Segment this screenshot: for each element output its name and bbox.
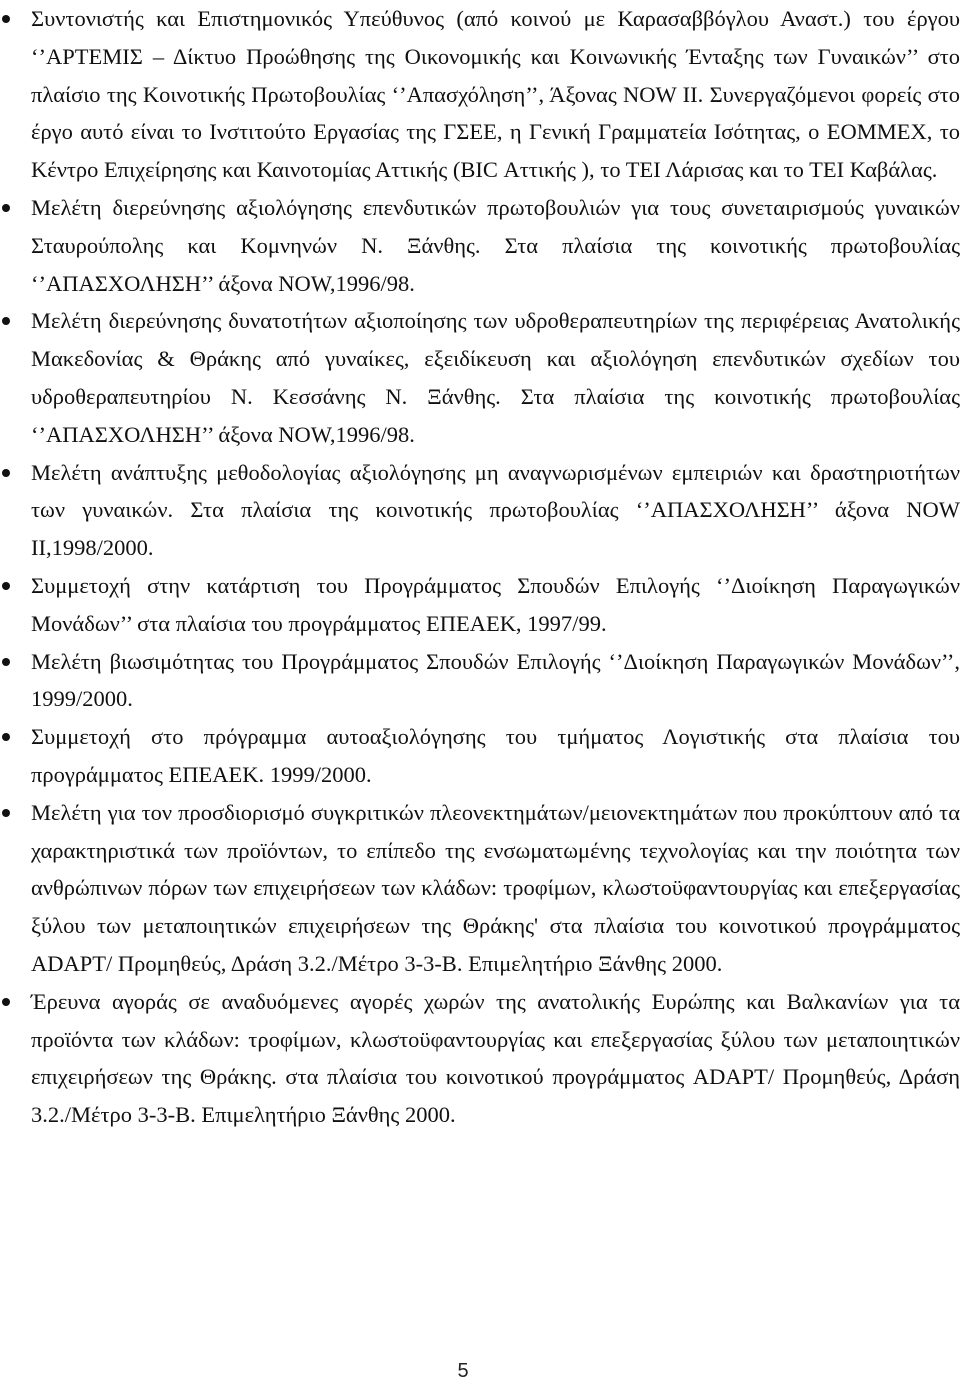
bullet-icon — [2, 317, 10, 325]
list-item — [0, 454, 960, 567]
list-item-text: Μελέτη διερεύνησης δυνατοτήτων αξιοποίησης των υδροθεραπευτηρίων της περιφέρειας Ανατολικής Μακεδονίας & Θράκης από γυναίκες, εξειδίκευση και αξιολόγηση επενδυτικών σχεδίων του υδροθεραπευτηρίου Ν. Κεσσάνης Ν. Ξάνθης. Στα πλαίσια της κοινοτικής πρωτοβουλίας ‘’ΑΠΑΣΧΟΛΗΣΗ’’ άξονα NOW,1996/98. — [31, 308, 960, 447]
bullet-icon — [2, 469, 10, 477]
page-number: 5 — [457, 1360, 469, 1382]
bullet-icon — [2, 658, 10, 666]
list-item-text: Συντονιστής και Επιστημονικός Υπεύθυνος (από κοινού με Καρασαββόγλου Αναστ.) του έργου ‘’ΑΡΤΕΜΙΣ – Δίκτυο Προώθησης της Οικονομικής και Κοινωνικής Ένταξης των Γυναικών’’ στο πλαίσιο της Κοινοτικής Πρωτοβουλίας ‘’Απασχόληση’’, Άξονας NOW ΙΙ. Συνεργαζόμενοι φορείς στο έργο αυτό είναι το Ινστιτούτο Εργασίας της ΓΣΕΕ, η Γενική Γραμματεία Ισότητας, ο ΕΟΜΜΕΧ, το Κέντρο Επιχείρησης και Καινοτομίας Αττικής (BIC Αττικής ), το ΤΕΙ Λάρισας και το ΤΕΙ Καβάλας. — [31, 6, 960, 183]
list-item — [0, 718, 960, 794]
list-item — [0, 983, 960, 1134]
list-item-text: Μελέτη ανάπτυξης μεθοδολογίας αξιολόγησης μη αναγνωρισμένων εμπειριών και δραστηριοτήτων των γυναικών. Στα πλαίσια της κοινοτικής πρωτοβουλίας ‘’ΑΠΑΣΧΟΛΗΣΗ’’ άξονα NOW II,1998/2000. — [31, 459, 960, 561]
bullet-icon — [2, 15, 10, 23]
list-item-text: Μελέτη για τον προσδιορισμό συγκριτικών πλεονεκτημάτων/μειονεκτημάτων που προκύπτουν από τα χαρακτηριστικά των προϊόντων, το επίπεδο της ενσωματωμένης τεχνολογίας και την ποιότητα των ανθρώπινων πόρων των επιχειρήσεων των κλάδων: τροφίμων, κλωστοϋφαντουργίας και επεξεργασίας ξύλου των μεταποιητικών επιχειρήσεων της Θράκης' στα πλαίσια του κοινοτικού προγράμματος ADAPT/ Προμηθεύς, Δράση 3.2./Μέτρο 3-3-Β. Επιμελητήριο Ξάνθης 2000. — [31, 799, 960, 976]
bullet-icon — [2, 998, 10, 1006]
list-item — [0, 643, 960, 719]
list-item — [0, 794, 960, 983]
list-item — [0, 189, 960, 302]
list-item-text: Συμμετοχή στην κατάρτιση του Προγράμματος Σπουδών Επιλογής ‘’Διοίκηση Παραγωγικών Μονάδων’’ στα πλαίσια του προγράμματος ΕΠΕΑΕΚ, 1997/99. — [31, 572, 960, 636]
list-item-text: Μελέτη βιωσιμότητας του Προγράμματος Σπουδών Επιλογής ‘’Διοίκηση Παραγωγικών Μονάδων’’, 1999/2000. — [31, 648, 960, 712]
list-item-text: Συμμετοχή στο πρόγραμμα αυτοαξιολόγησης του τμήματος Λογιστικής στα πλαίσια του προγράμματος ΕΠΕΑΕΚ. 1999/2000. — [31, 724, 960, 787]
bullet-icon — [2, 733, 10, 741]
list-item — [0, 0, 960, 189]
list-item — [0, 302, 960, 453]
list-item-text: Έρευνα αγοράς σε αναδυόμενες αγορές χωρών της ανατολικής Ευρώπης και Βαλκανίων για τα προϊόντα των κλάδων: τροφίμων, κλωστοϋφαντουργίας και επεξεργασίας ξύλου των μεταποιητικών επιχειρήσεων της Θράκης. στα πλαίσια του κοινοτικού προγράμματος ADAPT/ Προμηθεύς, Δράση 3.2./Μέτρο 3-3-Β. Επιμελητήριο Ξάνθης 2000. — [31, 988, 960, 1128]
list-item — [0, 567, 960, 643]
list-item-text: Μελέτη διερεύνησης αξιολόγησης επενδυτικών πρωτοβουλιών για τους συνεταιρισμούς γυναικών Σταυρούπολης και Κομνηνών Ν. Ξάνθης. Στα πλαίσια της κοινοτικής πρωτοβουλίας ‘’ΑΠΑΣΧΟΛΗΣΗ’’ άξονα NOW,1996/98. — [31, 194, 960, 296]
bullet-icon — [2, 582, 10, 590]
bullet-icon — [2, 204, 10, 212]
bullet-icon — [2, 809, 10, 817]
